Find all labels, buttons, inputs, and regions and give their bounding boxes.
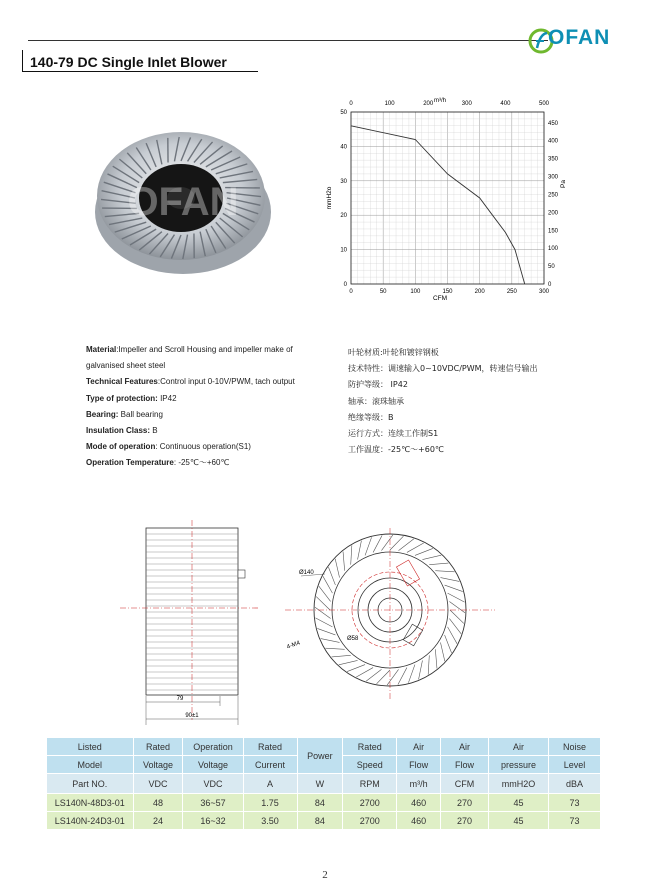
photo-watermark: OFAN [127, 180, 239, 224]
dim-dia-outer: Ø140 [299, 570, 314, 576]
spec-cn-row: 工作温度：-25℃～+60℃ [348, 445, 444, 455]
spec-en-label: Bearing: [86, 409, 119, 419]
table-cell: 460 [397, 812, 441, 830]
table-cell: Power [297, 738, 343, 774]
table-cell: Flow [441, 756, 489, 774]
table-cell: Noise [549, 738, 601, 756]
dim-width-outer: 90±1 [185, 713, 199, 719]
x-axis-label: CFM [432, 295, 448, 302]
table-cell: 24 [133, 812, 183, 830]
table-cell: W [297, 774, 343, 794]
dim-width-inner: 79 [176, 696, 184, 702]
table-cell: Rated [133, 738, 183, 756]
y2-tick-label: 400 [548, 138, 559, 145]
brand-name: OFAN [548, 26, 611, 49]
y2-tick-label: 0 [548, 282, 552, 288]
y2-tick-label: 50 [548, 264, 555, 271]
table-cell: 84 [297, 812, 343, 830]
blower-photo [88, 120, 278, 280]
table-cell: 48 [133, 794, 183, 812]
pressure-curve [351, 126, 525, 284]
x-tick-label: 50 [379, 289, 387, 295]
y2-tick-label: 300 [548, 174, 559, 181]
table-cell: 73 [549, 812, 601, 830]
table-cell: Level [549, 756, 601, 774]
specs-english [86, 342, 326, 472]
table-cell: 2700 [343, 812, 397, 830]
table-cell: LS140N-48D3-01 [47, 794, 134, 812]
spec-en-row [86, 391, 326, 407]
table-cell: Voltage [133, 756, 183, 774]
performance-chart [318, 92, 568, 304]
table-cell: Air [488, 738, 548, 756]
y-tick-label: 40 [340, 144, 347, 151]
front-view-drawing [285, 528, 495, 718]
table-cell: 270 [441, 794, 489, 812]
table-cell: 1.75 [243, 794, 297, 812]
y-tick-label: 10 [340, 247, 347, 254]
spec-en-value: galvanised sheet steel [86, 361, 166, 371]
spec-en-row [86, 455, 326, 471]
table-cell: Rated [243, 738, 297, 756]
y-axis-label: mmH2o [326, 186, 333, 210]
spec-en-label: Technical Features [86, 377, 158, 387]
y2-tick-label: 150 [548, 228, 559, 235]
spec-en-value: :Impeller and Scroll Housing and impeller make of [116, 345, 293, 354]
spec-en-label: Insulation Class: [86, 426, 151, 436]
spec-cn-row: 运行方式：连续工作制S1 [348, 429, 439, 439]
y2-tick-label: 200 [548, 210, 559, 217]
specs-chinese [348, 345, 598, 458]
spec-en-row [86, 407, 326, 423]
table-cell: 84 [297, 794, 343, 812]
page-number: 2 [322, 869, 328, 881]
table-cell: 460 [397, 794, 441, 812]
table-cell: LS140N-24D3-01 [47, 812, 134, 830]
x2-tick-label: 100 [384, 101, 395, 107]
table-cell: 3.50 [243, 812, 297, 830]
table-cell: pressure [488, 756, 548, 774]
y-tick-label: 30 [340, 178, 347, 185]
x2-tick-label: 200 [423, 101, 434, 107]
table-cell: Air [441, 738, 489, 756]
table-cell: Rated [343, 738, 397, 756]
title-underline [22, 71, 258, 72]
x-tick-label: 100 [410, 289, 421, 295]
table-cell: Air [397, 738, 441, 756]
page-title: 140-79 DC Single Inlet Blower [30, 54, 227, 70]
table-row [47, 774, 601, 794]
spec-table [46, 737, 601, 830]
spec-en-value: Ball bearing [118, 409, 163, 419]
table-cell: VDC [183, 774, 243, 794]
spec-en-row [86, 439, 326, 455]
spec-en-value: : -25℃～+60℃ [173, 458, 230, 468]
table-cell: Current [243, 756, 297, 774]
y2-tick-label: 350 [548, 156, 559, 163]
table-cell: Voltage [183, 756, 243, 774]
table-cell: CFM [441, 774, 489, 794]
table-cell: dBA [549, 774, 601, 794]
table-cell: VDC [133, 774, 183, 794]
spec-en-row [86, 374, 326, 390]
spec-cn-row: 轴承：滚珠轴承 [348, 396, 404, 406]
table-cell: 36~57 [183, 794, 243, 812]
y-tick-label: 50 [340, 110, 347, 116]
side-view-drawing [120, 520, 260, 725]
table-row [47, 794, 601, 812]
spec-en-row [86, 358, 326, 374]
dim-mount-holes: 4-M4 [286, 640, 302, 651]
spec-cn-row: 技术特性：调速输入0~10VDC/PWM，转速信号输出 [348, 364, 538, 374]
y-tick-label: 20 [340, 213, 347, 220]
table-cell: 45 [488, 812, 548, 830]
spec-en-value: IP42 [157, 393, 177, 403]
x-tick-label: 300 [538, 289, 550, 295]
y2-tick-label: 250 [548, 192, 559, 199]
x2-tick-label: 0 [349, 101, 353, 107]
table-cell: 16~32 [183, 812, 243, 830]
table-cell: RPM [343, 774, 397, 794]
spec-en-label: Type of protection: [86, 393, 158, 403]
table-row [47, 738, 601, 756]
y2-tick-label: 450 [548, 120, 559, 127]
table-row [47, 812, 601, 830]
dim-dia-inner: Ø58 [347, 636, 359, 642]
spec-en-label: Material [86, 345, 117, 354]
x2-axis-label: m³/h [434, 98, 446, 104]
spec-en-value: :Control input 0-10V/PWM, tach output [157, 377, 295, 387]
spec-en-label: Mode of operation [86, 442, 156, 452]
table-cell: A [243, 774, 297, 794]
table-cell: 270 [441, 812, 489, 830]
table-cell: Part NO. [47, 774, 134, 794]
x-tick-label: 200 [474, 289, 485, 295]
table-cell: Listed [47, 738, 134, 756]
spec-en-row [86, 342, 326, 358]
x-tick-label: 250 [506, 289, 517, 295]
table-cell: 2700 [343, 794, 397, 812]
x2-tick-label: 400 [500, 101, 511, 107]
table-cell: m³/h [397, 774, 441, 794]
y2-axis-label: Pa [560, 180, 567, 188]
header-rule [28, 40, 548, 41]
spec-en-label: Operation Temperature [86, 458, 174, 468]
spec-cn-row: 防护等级： IP42 [348, 380, 408, 390]
spec-cn-row: 绝缘等级：B [348, 412, 394, 422]
spec-en-value: : Continuous operation(S1) [155, 442, 251, 452]
x-tick-label: 150 [442, 289, 453, 295]
table-cell: Speed [343, 756, 397, 774]
spec-cn-row: 叶轮材质:叶轮和镀锌钢板 [348, 348, 439, 357]
title-tick [22, 50, 23, 72]
y2-tick-label: 100 [548, 246, 559, 253]
x2-tick-label: 500 [538, 101, 550, 107]
table-cell: 73 [549, 794, 601, 812]
table-cell: mmH2O [488, 774, 548, 794]
x2-tick-label: 300 [461, 101, 472, 107]
table-cell: Model [47, 756, 134, 774]
table-cell: Flow [397, 756, 441, 774]
table-cell: 45 [488, 794, 548, 812]
table-cell: Operation [183, 738, 243, 756]
spec-en-row [86, 423, 326, 439]
y-tick-label: 0 [343, 282, 347, 288]
spec-en-value: B [150, 426, 158, 436]
x-tick-label: 0 [349, 289, 353, 295]
